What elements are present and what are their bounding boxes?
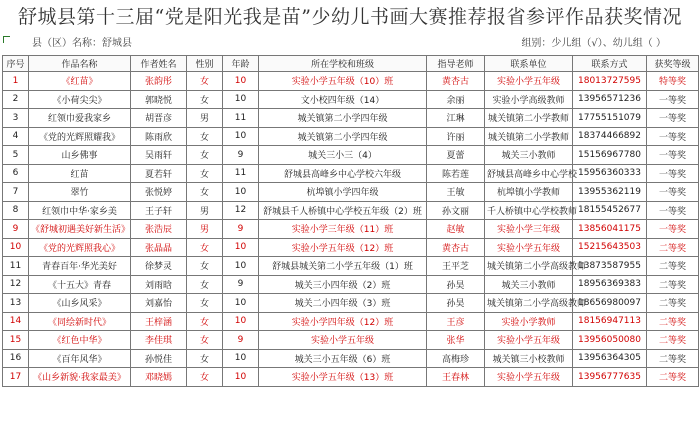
contact-unit: 城关镇第二小学教师 — [485, 109, 573, 128]
row-number: 5 — [3, 146, 29, 165]
row-number: 14 — [3, 312, 29, 331]
phone: 13955362119 — [573, 183, 647, 202]
work-title: 《舒城初遇美好新生活》 — [29, 220, 131, 239]
award-level: 一等奖 — [647, 109, 699, 128]
column-header: 序号 — [3, 56, 29, 72]
age: 9 — [223, 275, 259, 294]
row-number: 3 — [3, 109, 29, 128]
age: 11 — [223, 164, 259, 183]
teacher: 王彦 — [427, 312, 485, 331]
award-level: 一等奖 — [647, 164, 699, 183]
column-header: 获奖等级 — [647, 56, 699, 72]
teacher: 江琳 — [427, 109, 485, 128]
work-title: 《十五大》青春 — [29, 275, 131, 294]
school-class: 舒城县城关第二小学五年级（1）班 — [259, 257, 427, 276]
contact-unit: 实验小学高级教师 — [485, 90, 573, 109]
award-level: 二等奖 — [647, 294, 699, 313]
school-class: 城关三小三（4） — [259, 146, 427, 165]
school-class: 实验小学五年级（13）班 — [259, 368, 427, 387]
table-row — [3, 294, 699, 313]
school-class: 实验小学三年级（11）班 — [259, 220, 427, 239]
phone: 18374466892 — [573, 127, 647, 146]
age: 10 — [223, 294, 259, 313]
row-number: 17 — [3, 368, 29, 387]
work-title: 《同绘新时代》 — [29, 312, 131, 331]
age: 9 — [223, 331, 259, 350]
table-row — [3, 220, 699, 239]
age: 12 — [223, 201, 259, 220]
contact-unit: 城关镇第二小学高级教师 — [485, 257, 573, 276]
row-number: 9 — [3, 220, 29, 239]
teacher: 黄杏古 — [427, 72, 485, 91]
phone: 18956369383 — [573, 275, 647, 294]
row-number: 16 — [3, 349, 29, 368]
teacher: 孙昊 — [427, 275, 485, 294]
award-level: 二等奖 — [647, 349, 699, 368]
table-row — [3, 368, 699, 387]
work-title: 红领巾中华·家乡美 — [29, 201, 131, 220]
teacher: 夏蕾 — [427, 146, 485, 165]
table-row — [3, 127, 699, 146]
work-title: 《党的光辉照我心》 — [29, 238, 131, 257]
work-title: 红领巾爱我家乡 — [29, 109, 131, 128]
author-name: 夏若轩 — [131, 164, 187, 183]
teacher: 黄杏古 — [427, 238, 485, 257]
row-number: 1 — [3, 72, 29, 91]
phone: 13956050080 — [573, 331, 647, 350]
work-title: 山乡佛事 — [29, 146, 131, 165]
teacher: 许丽 — [427, 127, 485, 146]
award-level: 一等奖 — [647, 146, 699, 165]
table-row — [3, 312, 699, 331]
teacher: 张华 — [427, 331, 485, 350]
phone: 15215643503 — [573, 238, 647, 257]
contact-unit: 城关三小教师 — [485, 146, 573, 165]
table-row — [3, 72, 699, 91]
author-name: 刘嘉怡 — [131, 294, 187, 313]
award-level: 二等奖 — [647, 368, 699, 387]
age: 10 — [223, 72, 259, 91]
school-class: 实验小学五年级 — [259, 331, 427, 350]
award-level: 二等奖 — [647, 331, 699, 350]
teacher: 孙文丽 — [427, 201, 485, 220]
contact-unit: 舒城县高峰乡中心学校 — [485, 164, 573, 183]
contact-unit: 城关镇第二小学高级教师 — [485, 294, 573, 313]
table-row — [3, 331, 699, 350]
row-number: 10 — [3, 238, 29, 257]
teacher: 王平芝 — [427, 257, 485, 276]
author-name: 胡晋彦 — [131, 109, 187, 128]
gender: 女 — [187, 164, 223, 183]
column-header: 作者姓名 — [131, 56, 187, 72]
awards-table — [2, 55, 699, 387]
phone: 13873587955 — [573, 257, 647, 276]
column-header: 联系单位 — [485, 56, 573, 72]
corner-mark — [3, 36, 10, 43]
school-class: 文小校四年级（14） — [259, 90, 427, 109]
work-title: 《红苗》 — [29, 72, 131, 91]
gender: 女 — [187, 72, 223, 91]
author-name: 王子轩 — [131, 201, 187, 220]
school-class: 城关镇第二小学四年级 — [259, 109, 427, 128]
phone: 17755151079 — [573, 109, 647, 128]
school-class: 城关三小四年级（2）班 — [259, 275, 427, 294]
teacher: 高梅珍 — [427, 349, 485, 368]
school-class: 实验小学五年级（12）班 — [259, 238, 427, 257]
age: 10 — [223, 349, 259, 368]
contact-unit: 千人桥镇中心学校教师 — [485, 201, 573, 220]
award-level: 一等奖 — [647, 127, 699, 146]
gender: 女 — [187, 331, 223, 350]
school-class: 实验小学五年级（10）班 — [259, 72, 427, 91]
phone: 13956571236 — [573, 90, 647, 109]
gender: 女 — [187, 275, 223, 294]
author-name: 郭晓悦 — [131, 90, 187, 109]
column-header: 年龄 — [223, 56, 259, 72]
contact-unit: 实验小学三年级 — [485, 220, 573, 239]
work-title: 《小荷尖尖》 — [29, 90, 131, 109]
school-class: 舒城县高峰乡中心学校六年级 — [259, 164, 427, 183]
work-title: 《党的光辉照耀我》 — [29, 127, 131, 146]
row-number: 13 — [3, 294, 29, 313]
table-body — [3, 72, 699, 387]
contact-unit: 城关镇第二小学教师 — [485, 127, 573, 146]
phone: 18156947113 — [573, 312, 647, 331]
row-number: 8 — [3, 201, 29, 220]
author-name: 徐梦灵 — [131, 257, 187, 276]
school-class: 舒城县千人桥镇中心学校五年级（2）班 — [259, 201, 427, 220]
contact-unit: 实验小学教师 — [485, 312, 573, 331]
phone: 13956364305 — [573, 349, 647, 368]
phone: 13856041175 — [573, 220, 647, 239]
row-number: 11 — [3, 257, 29, 276]
teacher: 王敏 — [427, 183, 485, 202]
table-row — [3, 349, 699, 368]
row-number: 15 — [3, 331, 29, 350]
gender: 女 — [187, 312, 223, 331]
work-title: 红苗 — [29, 164, 131, 183]
gender: 女 — [187, 146, 223, 165]
column-header: 指导老师 — [427, 56, 485, 72]
row-number: 6 — [3, 164, 29, 183]
teacher: 王春林 — [427, 368, 485, 387]
phone: 18155452677 — [573, 201, 647, 220]
school-class: 城关三小五年级（6）班 — [259, 349, 427, 368]
age: 10 — [223, 257, 259, 276]
column-header: 所在学校和班级 — [259, 56, 427, 72]
award-level: 一等奖 — [647, 183, 699, 202]
teacher: 孙昊 — [427, 294, 485, 313]
table-row — [3, 164, 699, 183]
contact-unit: 实验小学五年级 — [485, 238, 573, 257]
contact-unit: 城关三小教师 — [485, 275, 573, 294]
county-label: 县（区）名称：舒城县 — [32, 38, 132, 49]
author-name: 王梓涵 — [131, 312, 187, 331]
teacher: 余丽 — [427, 90, 485, 109]
award-level: 一等奖 — [647, 201, 699, 220]
author-name: 陈雨欣 — [131, 127, 187, 146]
row-number: 2 — [3, 90, 29, 109]
award-level: 二等奖 — [647, 257, 699, 276]
age: 10 — [223, 238, 259, 257]
age: 10 — [223, 127, 259, 146]
author-name: 孙悦佳 — [131, 349, 187, 368]
author-name: 吴雨轩 — [131, 146, 187, 165]
table-row — [3, 257, 699, 276]
column-header: 作品名称 — [29, 56, 131, 72]
column-header: 性别 — [187, 56, 223, 72]
gender: 女 — [187, 238, 223, 257]
award-level: 特等奖 — [647, 72, 699, 91]
gender: 女 — [187, 127, 223, 146]
table-row — [3, 238, 699, 257]
column-header: 联系方式 — [573, 56, 647, 72]
school-class: 城关镇第二小学四年级 — [259, 127, 427, 146]
work-title: 《红色中华》 — [29, 331, 131, 350]
teacher: 赵敏 — [427, 220, 485, 239]
teacher: 陈若莲 — [427, 164, 485, 183]
author-name: 张浩辰 — [131, 220, 187, 239]
work-title: 翠竹 — [29, 183, 131, 202]
age: 10 — [223, 312, 259, 331]
row-number: 12 — [3, 275, 29, 294]
phone: 18656980097 — [573, 294, 647, 313]
school-class: 杭埠镇小学四年级 — [259, 183, 427, 202]
work-title: 《山乡风采》 — [29, 294, 131, 313]
gender: 女 — [187, 183, 223, 202]
award-level: 二等奖 — [647, 312, 699, 331]
table-header-row — [3, 56, 699, 72]
author-name: 李佳琪 — [131, 331, 187, 350]
age: 10 — [223, 183, 259, 202]
row-number: 4 — [3, 127, 29, 146]
row-number: 7 — [3, 183, 29, 202]
author-name: 邓晓嫣 — [131, 368, 187, 387]
author-name: 张晶晶 — [131, 238, 187, 257]
gender: 女 — [187, 349, 223, 368]
table-row — [3, 90, 699, 109]
phone: 15956360333 — [573, 164, 647, 183]
contact-unit: 城关镇三小校教师 — [485, 349, 573, 368]
author-name: 刘雨晗 — [131, 275, 187, 294]
table-row — [3, 201, 699, 220]
gender: 男 — [187, 220, 223, 239]
contact-unit: 实验小学五年级 — [485, 331, 573, 350]
group-label: 组别：少儿组（√）、幼儿组（ ） — [521, 38, 666, 49]
table-row — [3, 109, 699, 128]
page-title: 舒城县第十三届“党是阳光我是苗”少幼儿书画大赛推荐报省参评作品获奖情况 — [18, 6, 682, 28]
gender: 男 — [187, 201, 223, 220]
award-level: 二等奖 — [647, 238, 699, 257]
gender: 女 — [187, 90, 223, 109]
age: 10 — [223, 90, 259, 109]
gender: 女 — [187, 368, 223, 387]
work-title: 《山乡新貌·我家最美》 — [29, 368, 131, 387]
gender: 女 — [187, 294, 223, 313]
contact-unit: 实验小学五年级 — [485, 72, 573, 91]
table-row — [3, 275, 699, 294]
age: 10 — [223, 368, 259, 387]
contact-unit: 实验小学五年级 — [485, 368, 573, 387]
school-class: 城关二小四年级（3）班 — [259, 294, 427, 313]
award-level: 二等奖 — [647, 275, 699, 294]
age: 9 — [223, 220, 259, 239]
work-title: 青春百年·华光美好 — [29, 257, 131, 276]
table-row — [3, 183, 699, 202]
age: 9 — [223, 146, 259, 165]
phone: 18013727595 — [573, 72, 647, 91]
work-title: 《百年风华》 — [29, 349, 131, 368]
school-class: 实验小学四年级（12）班 — [259, 312, 427, 331]
contact-unit: 杭埠镇小学教师 — [485, 183, 573, 202]
phone: 13956777635 — [573, 368, 647, 387]
gender: 女 — [187, 257, 223, 276]
age: 11 — [223, 109, 259, 128]
table-row — [3, 146, 699, 165]
award-level: 一等奖 — [647, 220, 699, 239]
phone: 15156967780 — [573, 146, 647, 165]
author-name: 张悦婷 — [131, 183, 187, 202]
award-level: 一等奖 — [647, 90, 699, 109]
author-name: 张韵彤 — [131, 72, 187, 91]
gender: 男 — [187, 109, 223, 128]
